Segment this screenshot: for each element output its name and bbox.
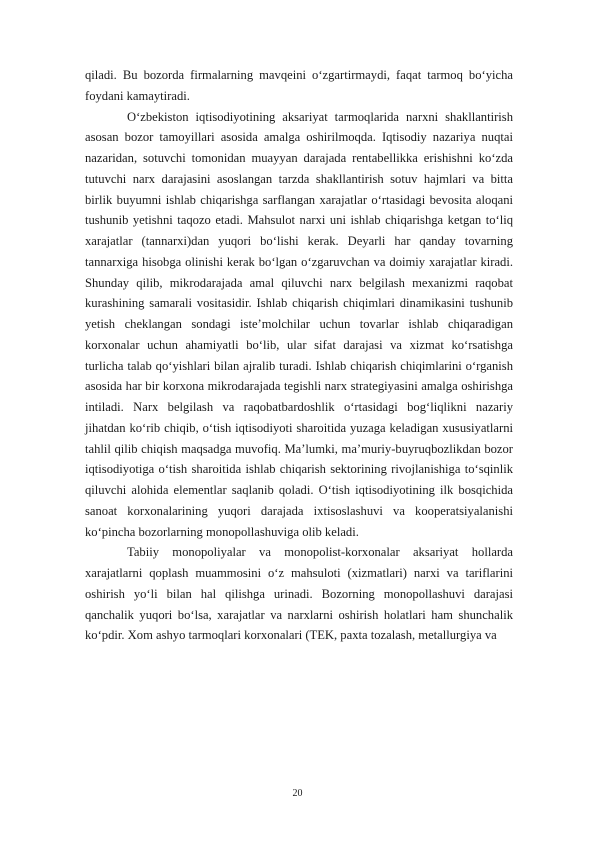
paragraph-pricing-theory: O‘zbekiston iqtisodiyotining aksariyat tarmoqlarida narxni shakllantirish asosan bozor tamoyillari asosida amalga oshirilmoqda. Iqtisodiy nazariya nuqtai nazaridan, sotuvchi tomonidan muayyan darajada rentabellikka erishishni ko‘zda tutuvchi narx darajasini asoslangan tarzda shakllantirish sotuv hajmlari va bitta birlik buyumni ishlab chiqarishga sarflangan xarajatlar o‘rtasidagi bevosita aloqani tushunib yetishni taqozo etadi. Mahsulot narxi uni ishlab chiqarishga ketgan to‘liq xarajatlar (tannarxi)dan yuqori bo‘lishi kerak. Deyarli har qanday tovarning tannarxiga hisobga olinishi kerak bo‘lgan o‘zgaruvchan va doimiy xarajatlar kiradi. Shunday qilib, mikrodarajada amal qiluvchi narx belgilash mexanizmi raqobat kurashining samarali vositasidir. Ishlab chiqarish chiqimlari dinamikasini tushunib yetish cheklangan sondagi iste’molchilar uchun tovarlar ishlab chiqaradigan korxonalar uchun ahamiyatli bo‘lib, ular sifat darajasi va xizmat ko‘rsatishga turlicha talab qo‘yishlari bilan ajralib turadi. Ishlab chiqarish chiqimlarini o‘rganish asosida har bir korxona mikrodarajada tegishli narx strategiyasini amalga oshirishga intiladi. Narx belgilash va raqobatbardoshlik o‘rtasidagi bog‘liqlikni nazariy jihatdan ko‘rib chiqib, o‘tish iqtisodiyoti sharoitida yuzaga keladigan xususiyatlarni tahlil qilib chiqish maqsadga muvofiq. Ma’lumki, ma’muriy-buyruqbozlikdan bozor iqtisodiyotiga o‘tish sharoitida ishlab chiqarish sektorining rivojlanishiga to‘sqinlik qiluvchi alohida elementlar saqlanib qoladi. O‘tish iqtisodiyotining ilk bosqichida sanoat korxonalarining yuqori darajada ixtisoslashuvi va kooperatsiyalanishi ko‘pincha bozorlarning monopollashuviga olib keladi. xyxy=(85,109,513,539)
paragraph-continuation: qiladi. Bu bozorda firmalarning mavqeini o‘zgartirmaydi, faqat tarmoq bo‘yicha foydani kamaytiradi. xyxy=(85,68,513,103)
page-number: 20 xyxy=(292,788,303,799)
document-body xyxy=(85,65,513,646)
paragraph-natural-monopolies: Tabiiy monopoliyalar va monopolist-korxonalar aksariyat hollarda xarajatlarni qoplash muammosini o‘z mahsuloti (xizmatlari) narxi va tariflarini oshirish yo‘li bilan hal qilishga urinadi. Bozorning monopollashuvi darajasi qanchalik yuqori bo‘lsa, xarajatlar va narxlarni oshirish holatlari ham shunchalik ko‘pdir. Xom ashyo tarmoqlari korxonalari (TEK, paxta tozalash, metallurgiya va xyxy=(85,545,513,643)
